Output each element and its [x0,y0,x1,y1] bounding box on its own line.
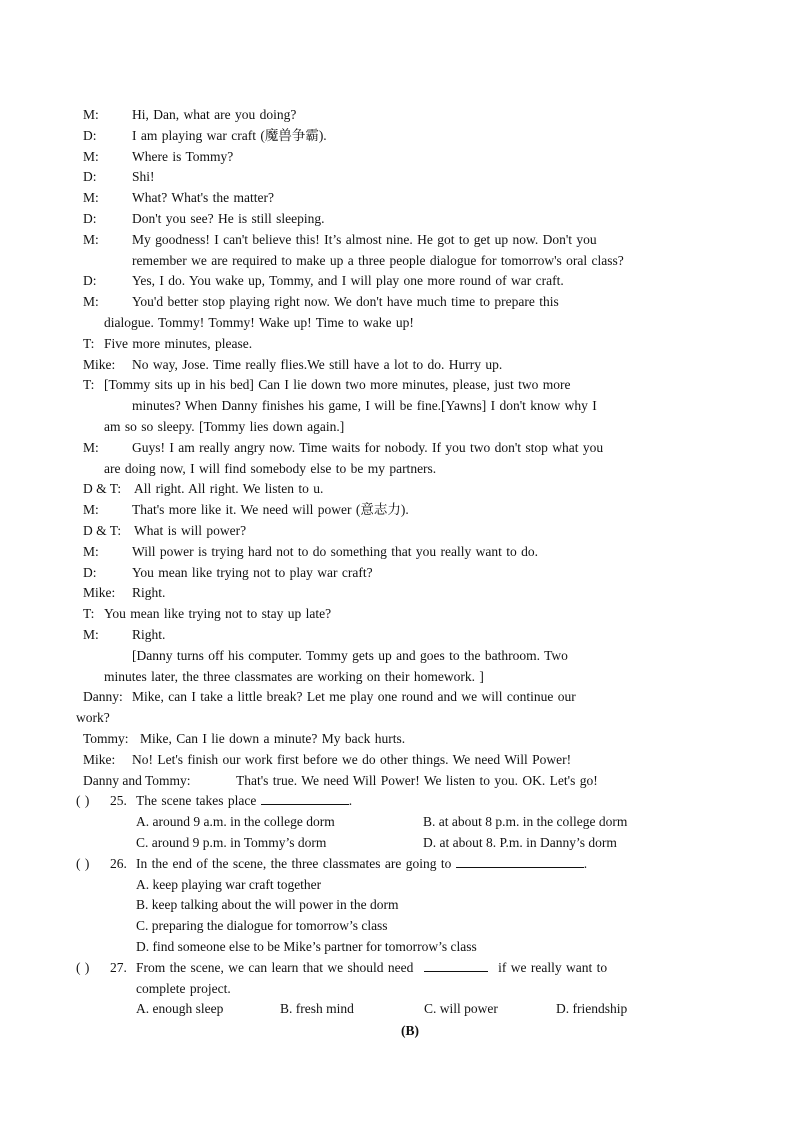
dialogue-line: Where is Tommy? [132,149,234,164]
option-a: A. enough sleep [136,1001,224,1016]
dialogue-line: are doing now, I will find somebody else to be my partners. [104,461,437,476]
speaker-label: M: [83,544,99,559]
question-stem [136,793,352,809]
dialogue-line: Right. [132,627,166,642]
stage-direction: [Danny turns off his computer. Tommy gets up and goes to the bathroom. Two [132,648,568,663]
speaker-label: Danny and Tommy: [83,773,191,788]
speaker-label: M: [83,107,99,122]
speaker-label: Tommy: [83,731,129,746]
speaker-label: Mike: [83,752,116,767]
answer-blank [261,793,349,805]
dialogue-line: That's more like it. We need will power (意志力). [132,502,409,517]
dialogue-line: No way, Jose. Time really flies.We still have a lot to do. Hurry up. [132,357,503,372]
speaker-label: D: [83,565,97,580]
option-c: C. around 9 p.m. in Tommy’s dorm [136,835,327,850]
speaker-label: Danny: [83,689,123,704]
dialogue-line: Shi! [132,169,155,184]
question-stem-text: The scene takes place [136,793,257,808]
dialogue-line: remember we are required to make up a three people dialogue for tomorrow's oral class? [132,253,624,268]
speaker-label: M: [83,190,99,205]
option-c: C. will power [424,1001,498,1016]
answer-blank [456,856,584,868]
dialogue-line: You mean like trying not to play war craft? [132,565,373,580]
dialogue-line: Will power is trying hard not to do something that you really want to do. [132,544,539,559]
speaker-label: M: [83,440,99,455]
answer-paren[interactable]: ( ) [76,856,90,871]
dialogue-line: That's true. We need Will Power! We listen to you. OK. Let's go! [236,773,598,788]
speaker-label: M: [83,627,99,642]
dialogue-line: What is will power? [134,523,247,538]
option-d: D. friendship [556,1001,628,1016]
speaker-label: M: [83,502,99,517]
dialogue-line: All right. All right. We listen to u. [134,481,324,496]
dialogue-line: [Tommy sits up in his bed] Can I lie down two more minutes, please, just two more [104,377,571,392]
dialogue-line: Mike, can I take a little break? Let me play one round and we will continue our [132,689,576,704]
dialogue-line: minutes? When Danny finishes his game, I will be fine.[Yawns] I don't know why I [132,398,597,413]
dialogue-line: dialogue. Tommy! Tommy! Wake up! Time to wake up! [104,315,414,330]
question-stem [136,856,587,872]
dialogue-line: Mike, Can I lie down a minute? My back hurts. [140,731,406,746]
dialogue-line: I am playing war craft (魔兽争霸). [132,128,327,143]
speaker-label: D: [83,128,97,143]
speaker-label: D: [83,211,97,226]
answer-blank [424,960,488,972]
speaker-label: T: [83,606,95,621]
question-stem-line2: complete project. [136,981,231,996]
dialogue-line: My goodness! I can't believe this! It’s almost nine. He got to get up now. Don't you [132,232,597,247]
dialogue-line: Hi, Dan, what are you doing? [132,107,297,122]
option-d: D. at about 8. P.m. in Danny’s dorm [423,835,617,850]
speaker-label: Mike: [83,357,116,372]
speaker-label: Mike: [83,585,116,600]
question-number: 26. [110,856,127,871]
dialogue-line: No! Let's finish our work first before we do other things. We need Will Power! [132,752,572,767]
stem-end: . [583,856,588,871]
speaker-label: D & T: [83,523,122,538]
option-a: A. keep playing war craft together [136,877,322,892]
option-c: C. preparing the dialogue for tomorrow’s class [136,918,388,933]
stage-direction: minutes later, the three classmates are working on their homework. ] [104,669,484,684]
question-stem [136,960,607,976]
question-number: 25. [110,793,127,808]
dialogue-line: work? [76,710,110,725]
question-stem-tail: if we really want to [498,960,608,975]
stem-end: . [348,793,353,808]
speaker-label: T: [83,336,95,351]
dialogue-line: Guys! I am really angry now. Time waits for nobody. If you two don't stop what you [132,440,604,455]
option-b: B. fresh mind [280,1001,354,1016]
speaker-label: M: [83,232,99,247]
dialogue-line: Five more minutes, please. [104,336,253,351]
answer-paren[interactable]: ( ) [76,960,90,975]
speaker-label: M: [83,294,99,309]
dialogue-line: Don't you see? He is still sleeping. [132,211,325,226]
option-a: A. around 9 a.m. in the college dorm [136,814,335,829]
speaker-label: D & T: [83,481,122,496]
dialogue-line: am so so sleepy. [Tommy lies down again.] [104,419,345,434]
speaker-label: D: [83,273,97,288]
question-stem-text: In the end of the scene, the three classmates are going to [136,856,452,871]
question-number: 27. [110,960,127,975]
section-label: (B) [401,1023,419,1038]
speaker-label: M: [83,149,99,164]
dialogue-line: You mean like trying not to stay up late? [104,606,332,621]
option-d: D. find someone else to be Mike’s partner for tomorrow’s class [136,939,477,954]
dialogue-line: You'd better stop playing right now. We don't have much time to prepare this [132,294,559,309]
speaker-label: T: [83,377,95,392]
dialogue-line: What? What's the matter? [132,190,274,205]
speaker-label: D: [83,169,97,184]
answer-paren[interactable]: ( ) [76,793,90,808]
option-b: B. at about 8 p.m. in the college dorm [423,814,628,829]
dialogue-line: Right. [132,585,166,600]
question-stem-text: From the scene, we can learn that we should need [136,960,414,975]
option-b: B. keep talking about the will power in the dorm [136,897,399,912]
dialogue-line: Yes, I do. You wake up, Tommy, and I will play one more round of war craft. [132,273,564,288]
